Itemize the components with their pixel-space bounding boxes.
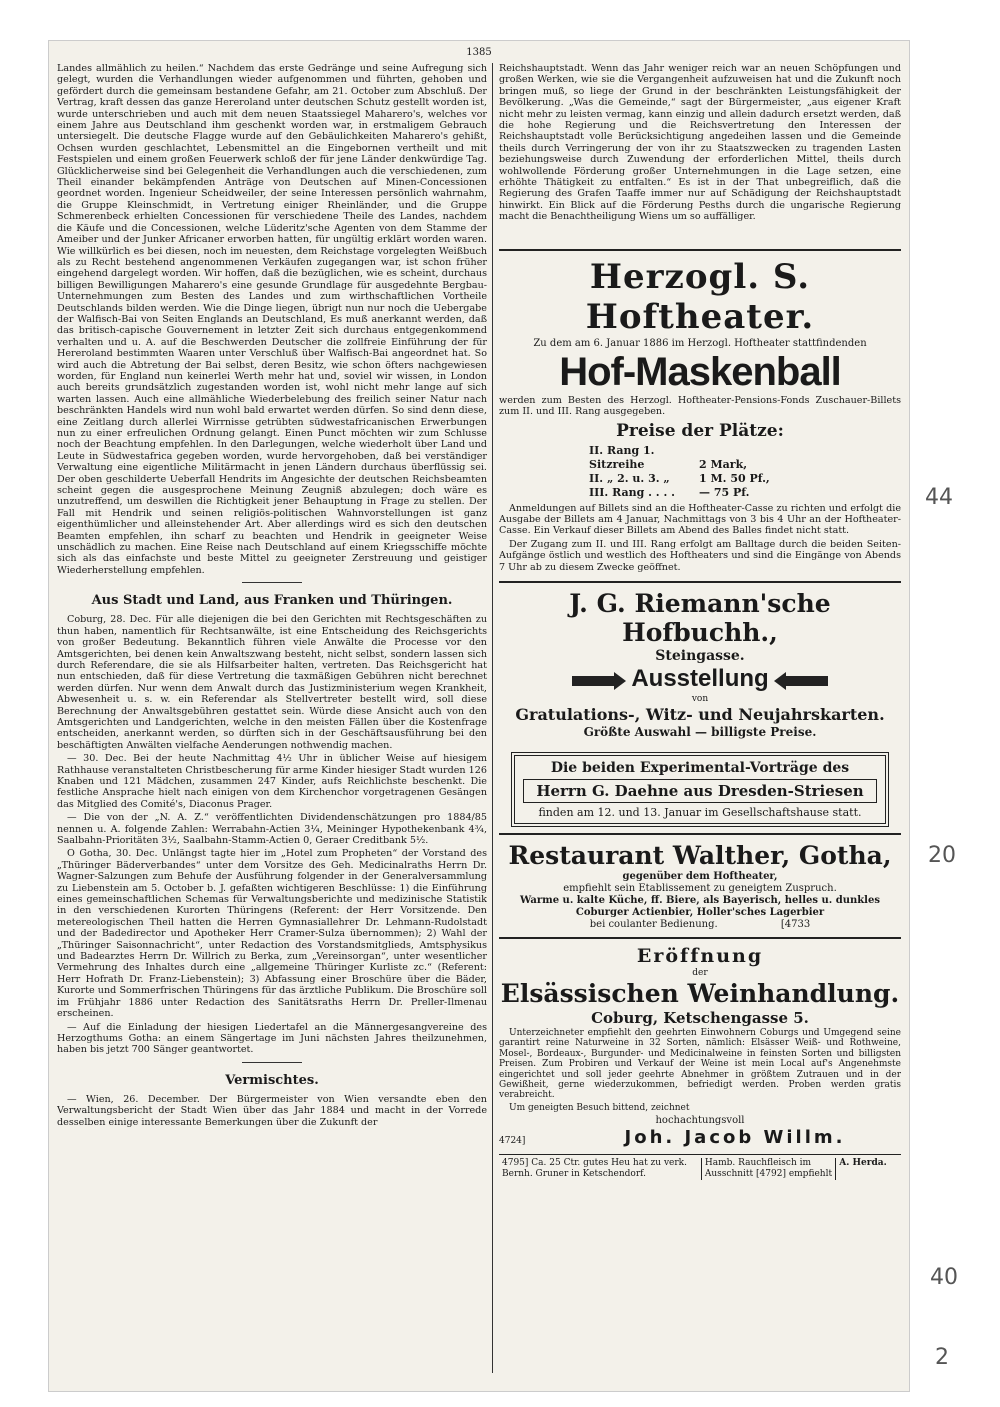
left-column [57,63,487,1130]
hochachtungsvoll: hochachtungsvoll [655,1115,745,1127]
theatre-access: Der Zugang zum II. und III. Rang erfolgt am Balltage durch die beiden Seiten-Aufgänge östlich und westlich des Hoftheaters und sind die Eingänge von Abends 7 Uhr ab zu diesem Zwecke geöffnet. [499,538,901,573]
der: der [692,967,708,978]
price-row: III. Rang . . . . — 75 Pf. [589,485,750,499]
page-number: 1385 [466,47,492,58]
article-christbescherung: — 30. Dec. Bei der heute Nachmittag 4½ Uhr in üblicher Weise auf hiesigem Rathhause veranstalteten Christbescherung für arme Kinder hiesiger Stadt wurden 126 Knaben und 121 Mädchen, zusammen 247 Kinder, aufs Reichlichste beschenkt. Die festliche Ansprache hielt nach einigen von dem Kirchenchor vorgetragenen Gesängen das Mitglied des Comité's, Diaconus Prager. [57,753,487,810]
ad-weinhandlung [499,937,901,1154]
small-ad-herda: A. Herda. [835,1158,901,1180]
ad-daehne [511,752,889,827]
small-ads [499,1154,901,1180]
theatre-description: werden zum Besten des Herzogl. Hoftheater-Pensions-Fonds Zuschauer-Billets zum II. und III. Rang ausgegeben. [499,394,901,418]
article-hereroland: Landes allmählich zu heilen.“ Nachdem das erste Gedränge und seine Aufregung sich gelegt, wurden die Verhandlungen wieder aufgenommen und führten, gehoben und gefördert durch die gemeinsam bestandene Gefahr, am 21. October zum Abschluß. Der Vertrag, kraft dessen das ganze Hereroland unter deutschen Schutz gestellt worden ist, wurde unterschrieben und auch mit dem neuen Staatssiegel Maharero's, welches vor einem Jahre aus Deutschland ihm geschenkt worden war, in erstmaligem Gebrauch untersiegelt. Die deutsche Flagge wurde auf den Gebäulichkeiten Maharero's gehißt, Ochsen wurden geschlachtet, Lebensmittel an die Eingebornen vertheilt und mit Festspielen und einem großen Feuerwerk schloß der für jene Länder denkwürdige Tag. Glücklicherweise sind bei Gelegenheit die Verhandlungen auch die verschiedenen, zum Theil einander bekämpfenden Anträge von Deutschen auf Minen-Concessionen geordnet worden. Ingenieur Scheidweiler, der seine Interessen persönlich wahrnahm, die Gruppe Kleinschmidt, in Vertretung einiger Rheinländer, und die Gruppe Schmerenbeck erhielten Concessionen für verschiedene Theile des Landes, nachdem die Käufe und die Concessionen, welche Lüderitz'sche Agenten von dem Stamme der Ameiber und der Junker Africaner erworben hatten, für ungültig erklärt worden waren. Wie willkürlich es bei diesen, noch im neuesten, dem Reichstage vorgelegten Weißbuch als zu Recht bestehend angenommenen Verkäufen zugegangen war, ist schon früher eingehend dargelegt worden. Wir hoffen, daß die bezüglichen, wie es scheint, durchaus billigen Bewilligungen Maharero's eine gesunde Grundlage für ausgedehnte Bergbau-Unternehmungen zum Besten des Landes und zum wirthschaftlichen Vortheile Deutschlands bilden werden. Wie die Dinge liegen, übrigt nun nur noch die Uebergabe der Walfisch-Bai von Seiten Englands an Deutschland, Es muß anerkannt werden, daß das britisch-capische Gouvernement in letzter Zeit sich durchaus entgegenkommend verhalten und u. A. auf die Beschwerden Deutscher die zollfreie Einführung der für Hereroland bestimmten Waaren unter Verschluß über Walfisch-Bai angeordnet hat. So wird auch die Abtretung der Bai selbst, deren Besitz, wie schon öfters nachgewiesen worden, für England nun keinerlei Werth mehr hat und, soviel wir wissen, in London auch bereits grundsätzlich zugestanden worden ist, wohl nicht mehr lange auf sich warten lassen. Auch eine allmähliche Wiederbelebung des freilich seiner Natur nach beschränkten Handels wird nun wohl bald erwartet werden dürfen. So sind denn diese, eine Zeitlang durch allerlei Wirrnisse getrübten südwestafricanischen Erwerbungen nun zu einer erfreulichen Ordnung gelangt. Einen Punct möchten wir zum Schlusse noch der Beachtung empfehlen. In den Darlegungen, welche wiederholt über Land und Leute in Südwestafrica gegeben worden, wurde hervorgehoben, daß bei verständiger Verwaltung eine eigentliche Militärmacht in jenen Ländern durchaus überflüssig sei. Der oben geschilderte Ueberfall Hendrits im Angesichte der deutschen Reichsbeamten scheint gegen die ausgesprochene Meinung Zeugniß abzulegen; doch wäre es unzutreffend, um deswillen die Richtigkeit jener Behauptung in Frage zu stellen. Der Fall mit Hendrik und seinen religiös-politischen Wahnvorstellungen ist ganz eigenthümlicher und alleinstehender Art. Aber allerdings wird es sich den deutschen Beamten empfehlen, ihn scharf zu beachten und Hendrik in geeigneter Weise unschädlich zu machen. Eine Reise nach Deutschland auf einem Kriegsschiffe möchte sich als das einfachste und beste Mittel zu geeigneter Zerstreuung und geistiger Wiederherstellung empfehlen. [57,63,487,576]
article-wien: — Wien, 26. December. Der Bürgermeister von Wien versandte eben den Verwaltungsbericht der Stadt Wien über das Jahr 1884 und macht in der Vorrede desselben einige interessante Bemerkungen über die Zukunft der [57,1093,487,1128]
column-divider [492,63,493,1373]
newspaper-page [48,40,910,1392]
article-liedertafel: — Auf die Einladung der hiesigen Liedertafel an die Männergesangvereine des Herzogthums Gotha: an einem Sängertage im Juni nächsten Jahres theilzunehmen, haben bis jetzt 700 Sänger geantwortet. [57,1021,487,1056]
cards-line: Gratulations-, Witz- und Neujahrskarten. [515,704,885,724]
ad-hoftheater [499,249,901,581]
wein-place: Coburg, Ketschengasse 5. [591,1008,809,1027]
walther-line: bei coulanter Bedienung. [4733 [589,918,811,930]
prices-title: Preise der Plätze: [616,420,784,441]
right-column [499,63,901,1180]
wein-body: Unterzeichneter empfiehlt den geehrten Einwohnern Coburgs und Umgegend seine garantirt reine Naturweine in 32 Sorten, nämlich: Elsässer Weiß- und Rothweine, Mosel-, Bordeaux-, Burgunder- und Medicinalweine in feinsten Sorten und billigsten Preisen. Zum Probiren und Verkauf der Weine ist mein Local auf's Angenehmste eingerichtet und soll jeder geehrte Abnehmer in größtem Zutrauen und in der Gewißheit, gerne wiederzukommen, befriedigt werden. Proben werden gratis verabreicht. [499,1027,901,1101]
price-row: II. Rang 1. Sitzreihe 2 Mark, [589,443,748,471]
ausstellung: Ausstellung [631,664,769,692]
article-wien-continued: Reichshauptstadt. Wenn das Jahr weniger reich war an neuen Schöpfungen und großen Werken, wie sie die Vergangenheit aufzuweisen hat und die Zukunft noch bringen muß, so liege der Grund in der beschränkten Leistungsfähigkeit der Bevölkerung. „Was die Gemeinde,“ sagt der Bürgermeister, „aus eigener Kraft nicht mehr zu leisten vermag, kann einzig und allein dadurch ersetzt werden, daß die hohe Regierung und die Reichsvertretung den Interessen der Reichshauptstadt volle Berücksichtigung angedeihen lassen und die Gemeinde theils durch Verringerung der von ihr zu Staatszwecken zu tragenden Lasten beziehungsweise durch Zuwendung der erforderlichen Mittel, theils durch wohlwollende Förderung großer Unternehmungen in die Lage setzen, eine erhöhte Thätigkeit zu entfalten.“ Es ist in der That unbegreiflich, daß die Regierung des Grafen Taaffe immer nur auf Schädigung der Reichshauptstadt hinwirkt. Ein Blick auf die Förderung Pesths durch die ungarische Regierung macht die Benachtheiligung Wiens um so auffälliger. [499,63,901,223]
section-heading-stadt-land: Aus Stadt und Land, aus Franken und Thüringen. [91,593,453,609]
eroeffnung: Eröffnung [636,944,764,967]
walther-sub: gegenüber dem Hoftheater, [622,870,778,882]
margin-note: 44 [925,485,953,510]
wein-title: Elsässischen Weinhandlung. [500,978,900,1008]
article-dividenden: — Die von der „N. A. Z.“ veröffentlichten Dividendenschätzungen pro 1884/85 nennen u. A. folgende Zahlen: Werrabahn-Actien 3¼, Meininger Hypothekenbank 4¾, Saalbahn-Prioritäten 3½, Saalbahn-Stamm-Actien 0, Geraer Creditbank 5½. [57,812,487,846]
ad-walther [499,833,901,937]
slogan: Größte Auswahl — billigste Preise. [583,724,817,739]
ad-number: 4724] [499,1136,526,1147]
theatre-title: Herzogl. S. Hoftheater. [585,256,815,337]
von: von [691,693,709,704]
divider [242,1062,302,1063]
riemann-street: Steingasse. [655,647,745,664]
signature-line [499,1127,901,1148]
walther-line: Coburger Actienbier, Holler'sches Lagerbier [575,906,825,918]
maskenball-headline: Hof-Maskenball [559,349,841,394]
divider [242,582,302,583]
ad-riemann [499,581,901,746]
walther-line: Warme u. kalte Küche, ff. Biere, als Bayerisch, helles u. dunkles [520,894,880,906]
pointing-hand-icon [774,672,828,690]
daehne-line1: Die beiden Experimental-Vorträge des [550,759,850,776]
walther-line: empfiehlt sein Etablissement zu geneigtem Zuspruch. [563,882,837,894]
signature: Joh. Jacob Willm. [624,1127,846,1149]
margin-note: 20 [928,843,956,868]
small-ad-rauchfleisch: Hamb. Rauchfleisch im Ausschnitt [4792] empfiehlt [701,1158,835,1180]
pointing-hand-icon [572,672,626,690]
price-row: II. „ 2. u. 3. „ 1 M. 50 Pf., [589,471,770,485]
daehne-line3: finden am 12. und 13. Januar im Gesellschaftshause statt. [538,805,862,819]
walther-title: Restaurant Walther, Gotha, [508,840,892,870]
small-ad-heu: 4795] Ca. 25 Ctr. gutes Heu hat zu verk. Bernh. Gruner in Ketschendorf. [502,1158,687,1180]
ausstellung-line [499,665,901,693]
section-heading-vermischtes: Vermischtes. [225,1072,319,1088]
article-gotha-baederverband: O Gotha, 30. Dec. Unlängst tagte hier im „Hotel zum Propheten“ der Vorstand des „Thüringer Bäderverbandes“ unter dem Vorsitze des Geh. Medicinalraths Herrn Dr. Wagner-Salzungen zum Behufe der Ausführung folgender in der Generalversammlung zu Liebenstein am 5. October b. J. gefaßten wichtigeren Beschlüsse: 1) die Einführung eines gemeinschaftlichen Schemas für Verwaltungsberichte und medizinische Statistik in den verschiedenen Kurorten Thüringens (Referent: der Herr Vorsitzende. Den metereologischen Theil hatten die Herren Gymnasiallehrer Dr. Lehmann-Rudolstadt und der Badedirector und Apotheker Herr Cramer-Sulza übernommen); 2) Wahl der „Thüringer Saisonnachricht“, unter Redaction des Vorstandsmitglieds, Amtsphysikus und Badearztes Herrn Dr. Willrich zu Berka, zum „Vereinsorgan“, unter wesentlicher Vermehrung des Inhaltes durch eine „allgemeine Thüringer Kurliste zc.“ (Referent: Herr Hofrath Dr. Franz-Liebenstein); 3) Abfassung einer Broschüre über die Bäder, Kurorte und Sommerfrischen Thüringens für das ärztliche Publikum. Die Broschüre soll im Frühjahr 1886 unter Redaction des Sanitätsraths Herrn Dr. Preller-Ilmenau erscheinen. [57,848,487,1020]
theatre-note: Anmeldungen auf Billets sind an die Hoftheater-Casse zu richten und erfolgt die Ausgabe der Billets am 4 Januar, Nachmittags von 3 bis 4 Uhr an der Hoftheater-Casse. Ein Verkauf dieser Billets am Abend des Balles findet nicht statt. [499,502,901,537]
margin-note: 2 [935,1345,949,1370]
wein-greeting: Um geneigten Besuch bittend, zeichnet [509,1102,690,1113]
riemann-title: J. G. Riemann'sche Hofbuchh., [569,588,831,647]
article-coburg-reichsgericht: Coburg, 28. Dec. Für alle diejenigen die bei den Gerichten mit Rechtsgeschäften zu thun haben, namentlich für Rechtsanwälte, ist eine Entscheidung des Reichsgerichts von großer Bedeutung. Bekanntlich führen viele Anwälte die Processe vor den Amtsgerichten, bei denen kein Anwaltszwang besteht, nicht selbst, sondern lassen sich durch Referendare, die sie als Hilfsarbeiter halten, vertreten. Das Reichsgericht hat nun entschieden, daß für diese Vertretung die taxmäßigen Gebühren nicht berechnet werden dürfen. Nur wenn dem Anwalt durch das Justizministerium wegen Krankheit, Abwesenheit u. s. w. ein Referendar als Stellvertreter bestellt wird, soll diese Berechnung der Anwaltsgebühren gestattet sein. Würde diese Ansicht auch von den Amtsgerichten und Landgerichten, welche in den meisten Fällen über die Kostenfrage entscheiden, anerkannt werden, so dürften sich in der Geschäftsausführung bei den beschäftigten Anwälten vielfache Aenderungen nothwendig machen. [57,614,487,751]
theatre-line: Zu dem am 6. Januar 1886 im Herzogl. Hoftheater stattfindenden [533,337,867,349]
margin-note: 40 [930,1265,958,1290]
daehne-line2: Herrn G. Daehne aus Dresden-Striesen [523,779,877,803]
